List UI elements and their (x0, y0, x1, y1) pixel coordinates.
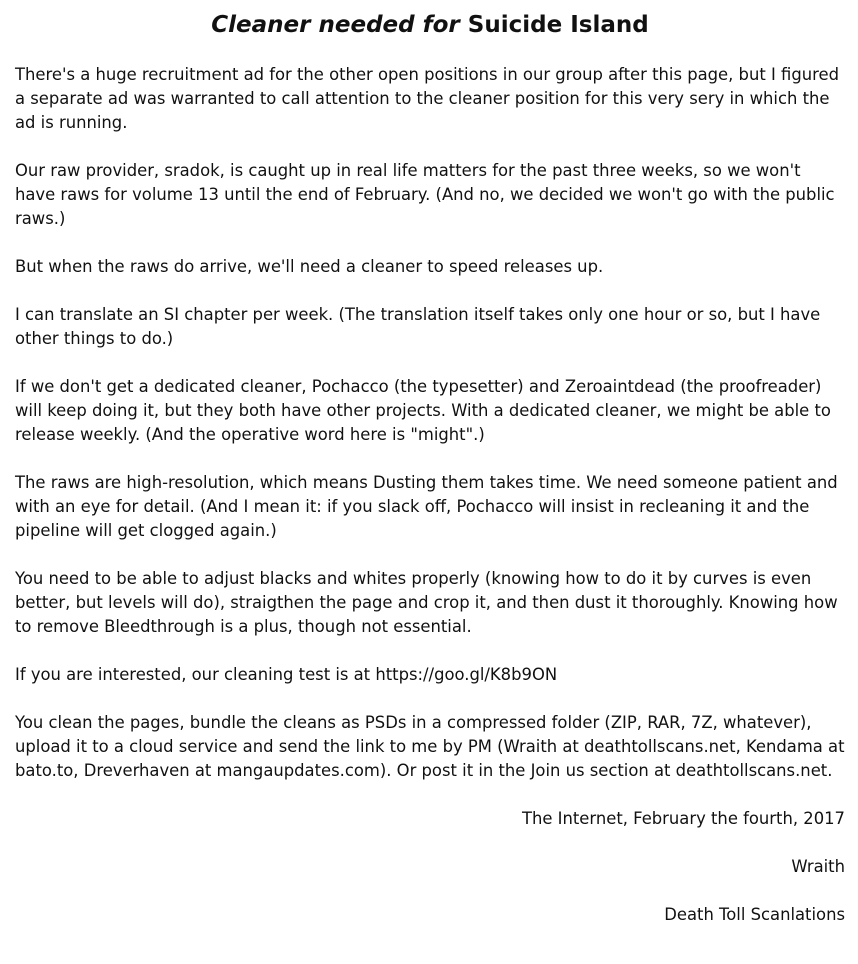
paragraph-cleaner-needed: But when the raws do arrive, we'll need a cleaner to speed releases up. (15, 257, 604, 276)
title-italic-part: Cleaner needed for (211, 12, 460, 38)
page-title (15, 8, 845, 42)
title-series-name: Suicide Island (467, 12, 649, 38)
paragraph-high-resolution: The raws are high-resolution, which means Dusting them takes time. We need someone patient and with an eye for detail. (And I mean it: if you slack off, Pochacco will insist in recleaning it and the pipeline will get clogged again.) (15, 473, 838, 540)
paragraph-dedicated-cleaner: If we don't get a dedicated cleaner, Pochacco (the typesetter) and Zeroaintdead (the proofreader) will keep doing it, but they both have other projects. With a dedicated cleaner, we might be able to release weekly. (And the operative word here is "might".) (15, 377, 831, 444)
paragraph-requirements: You need to be able to adjust blacks and whites properly (knowing how to do it by curves is even better, but levels will do), straigthen the page and crop it, and then dust it thoroughly. Knowing how to remove Bleedthrough is a plus, though not essential. (15, 569, 838, 636)
signature-author: Wraith (791, 857, 845, 876)
paragraph-raw-provider: Our raw provider, sradok, is caught up in real life matters for the past three weeks, so we won't have raws for volume 13 until the end of February. (And no, we decided we won't go with the public raws.) (15, 161, 835, 228)
document-page (15, 0, 845, 927)
signature-group: Death Toll Scanlations (664, 905, 845, 924)
paragraph-cleaning-test: If you are interested, our cleaning test is at https://goo.gl/K8b9ON (15, 665, 558, 684)
paragraph-submission: You clean the pages, bundle the cleans as PSDs in a compressed folder (ZIP, RAR, 7Z, whatever), upload it to a cloud service and send the link to me by PM (Wraith at deathtollscans.net, Kendama at bato.to, Dreverhaven at mangaupdates.com). Or post it in the Join us section at deathtollscans.net. (15, 713, 845, 780)
paragraph-intro: There's a huge recruitment ad for the other open positions in our group after this page, but I figured a separate ad was warranted to call attention to the cleaner position for this very sery in which the ad is running. (15, 65, 840, 132)
signature-place-date: The Internet, February the fourth, 2017 (521, 809, 845, 828)
paragraph-translation-pace: I can translate an SI chapter per week. (The translation itself takes only one hour or so, but I have other things to do.) (15, 305, 821, 348)
